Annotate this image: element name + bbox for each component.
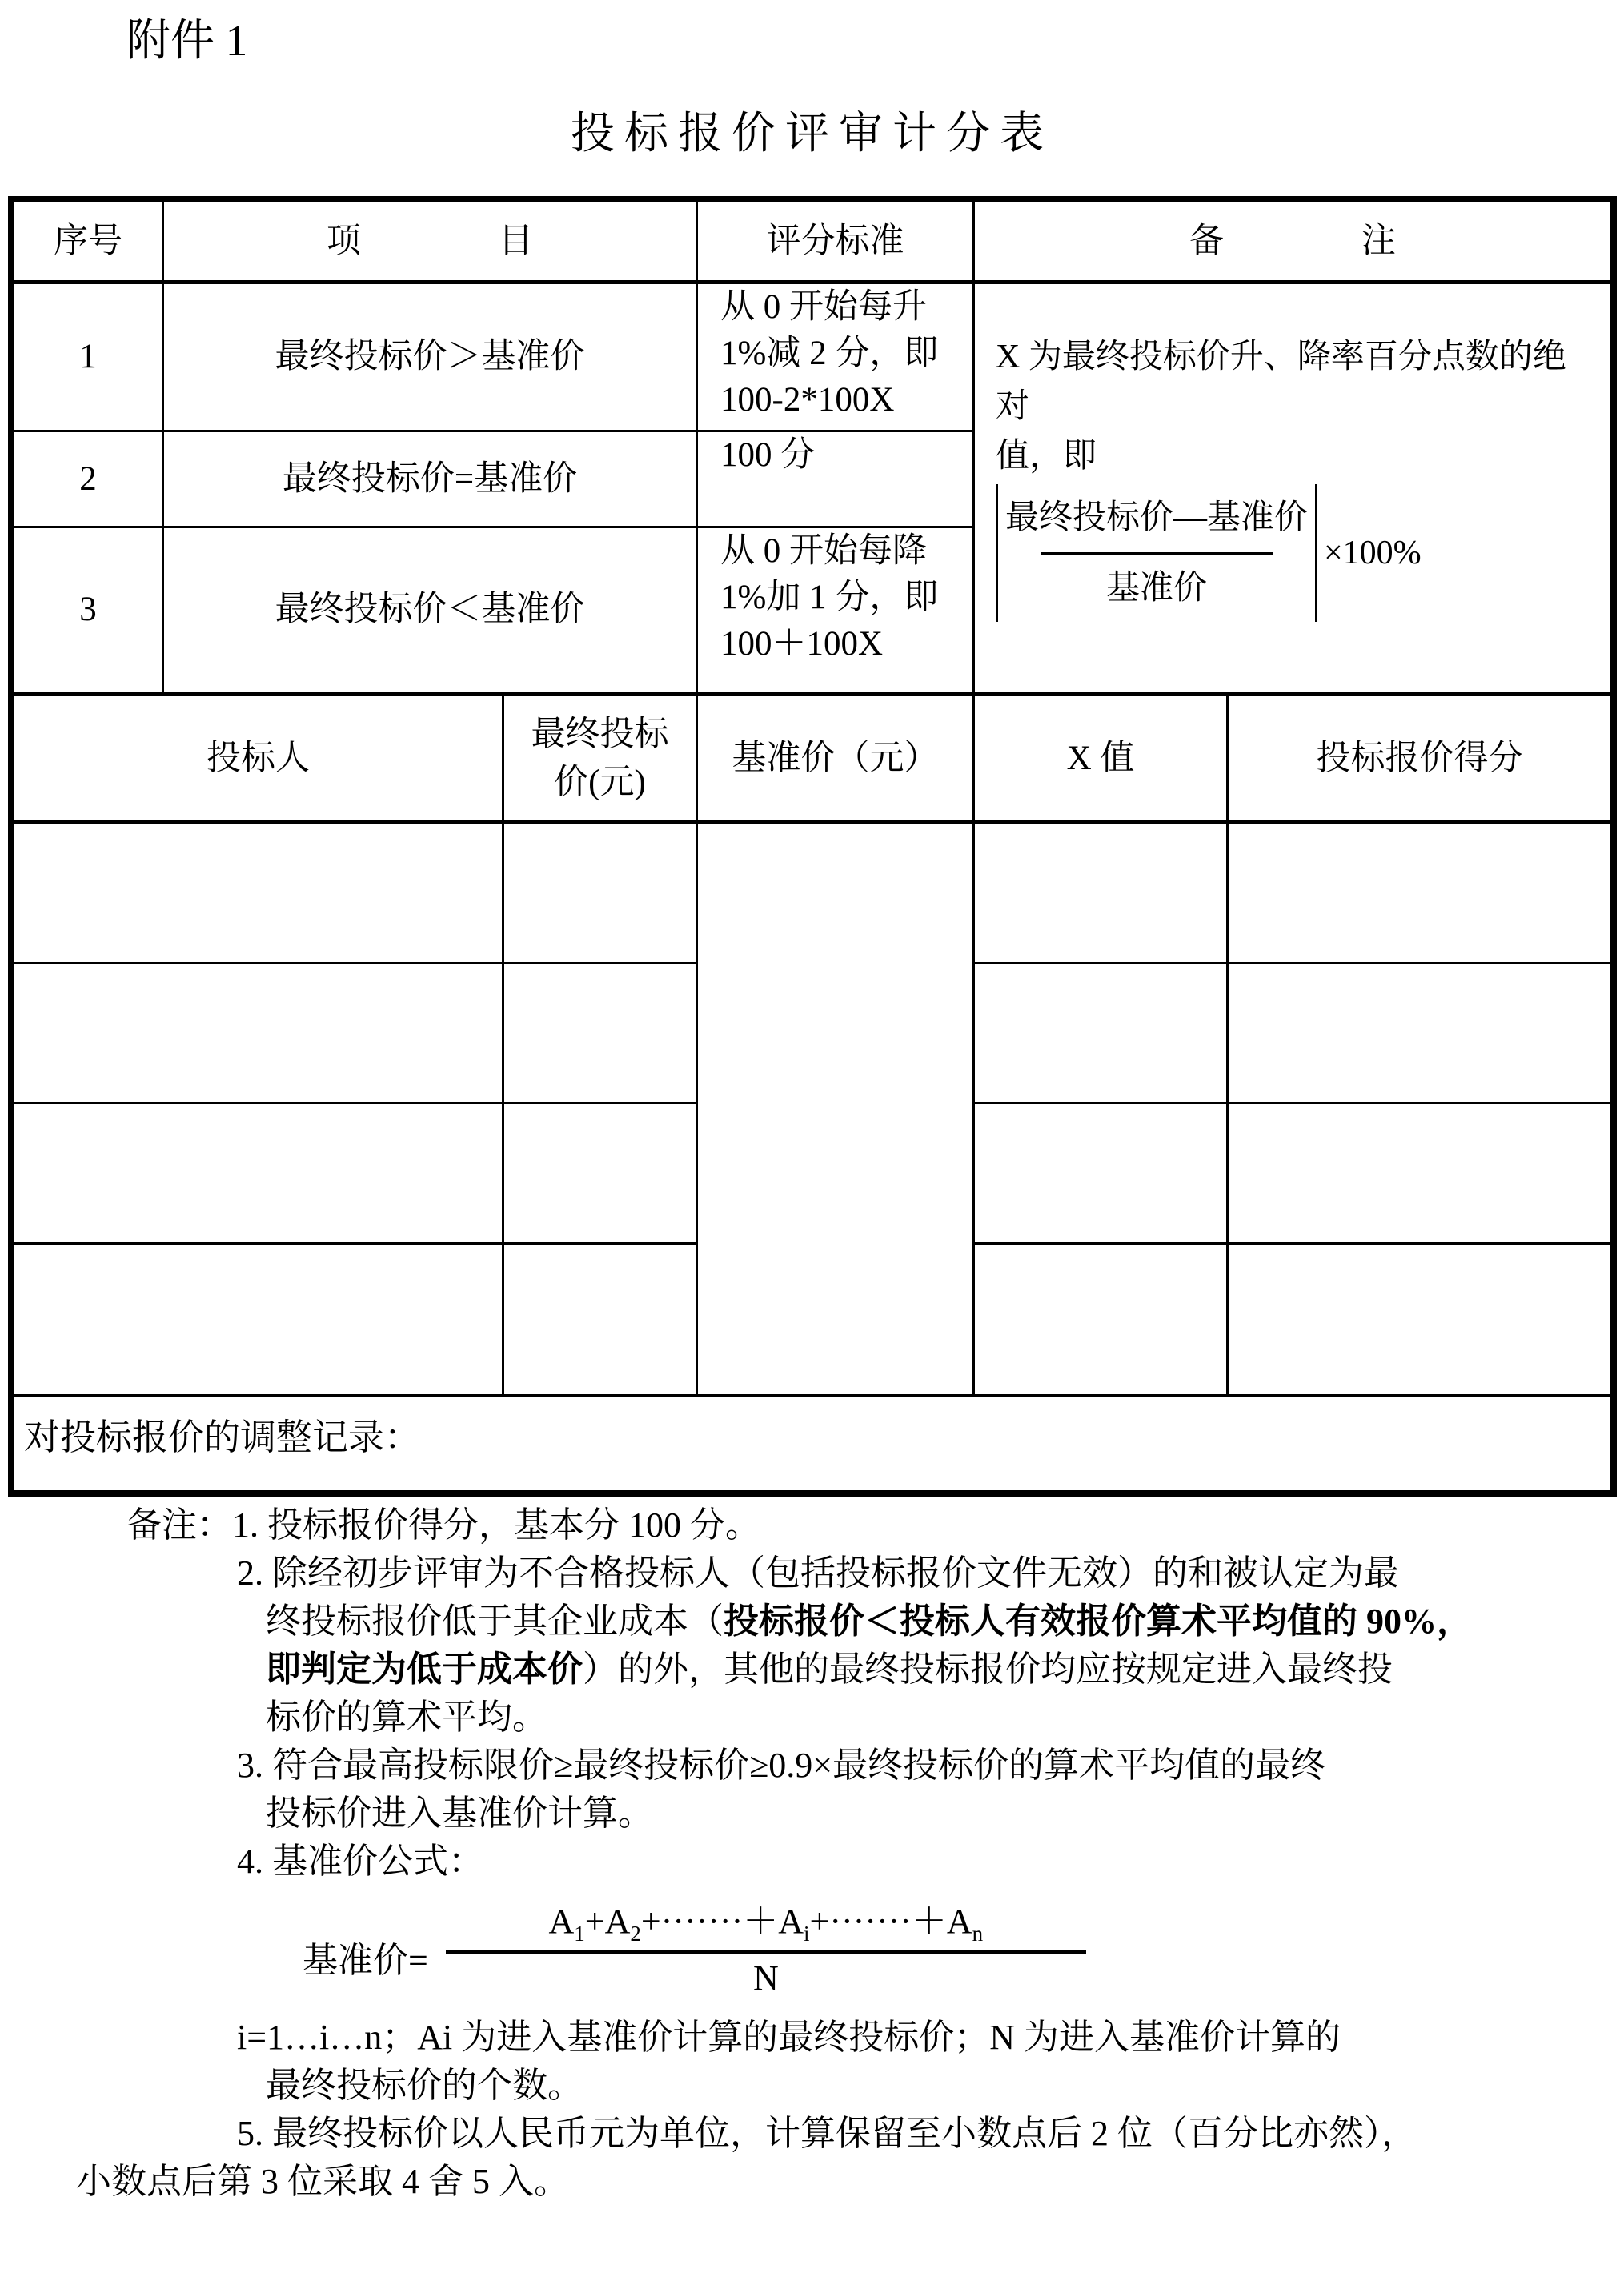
- criteria-line: 从 0 开始每升: [720, 288, 927, 326]
- item-cell: 最终投标价=基准价: [164, 432, 698, 528]
- empty-cell: [1229, 824, 1610, 964]
- header-final-price-line: 价(元): [554, 763, 646, 801]
- note-item-3-line-2: 投标价进入基准价计算。: [266, 1794, 653, 1833]
- score-table: [8, 196, 1617, 1497]
- criteria-cell: [698, 432, 975, 528]
- header-seq: 序号: [14, 202, 164, 284]
- note-item-4-line-2: i=1…i…n；Ai 为进入基准价计算的最终投标价；N 为进入基准价计算的: [237, 2018, 1341, 2057]
- empty-cell: [975, 1245, 1229, 1397]
- criteria-cell: [698, 528, 975, 696]
- criteria-line: 100 分: [720, 436, 816, 474]
- empty-cell: [14, 964, 504, 1104]
- page-title: 投标报价评审计分表: [570, 109, 1053, 158]
- criteria-line: 100＋100X: [720, 625, 884, 663]
- base-price-merged-cell: [698, 824, 975, 1397]
- empty-cell: [14, 1245, 504, 1397]
- header-x-value: X 值: [975, 696, 1229, 824]
- note-text-bold: 即判定为低于成本价: [266, 1650, 583, 1689]
- note-text-bold: 投标报价＜投标人有效报价算术平均值的 90%，: [724, 1601, 1472, 1641]
- criteria-line: 100-2*100X: [720, 381, 895, 419]
- header-final-price-line: 最终投标: [531, 715, 669, 753]
- bidders-section: [14, 696, 1610, 1490]
- note-item-2-line-4: 标价的算术平均。: [266, 1698, 547, 1737]
- formula-numerator: 最终投标价—基准价: [1004, 499, 1308, 536]
- x-value-formula: [996, 484, 1599, 622]
- note-text: 终投标报价低于其企业成本（: [266, 1601, 724, 1641]
- note-item-4-line-1: 4. 基准价公式：: [237, 1842, 483, 1881]
- seq-cell: 2: [14, 432, 164, 528]
- note-item-3-line-1: 3. 符合最高投标限价≥最终投标价≥0.9×最终投标价的算术平均值的最终: [237, 1746, 1326, 1785]
- item-cell: 最终投标价＜基准价: [164, 528, 698, 696]
- note-item-5-line-2: 小数点后第 3 位采取 4 舍 5 入。: [76, 2162, 569, 2201]
- header-bidder: 投标人: [14, 696, 504, 824]
- header-item: 项 目: [164, 202, 698, 284]
- note-text: ）的外，其他的最终投标报价均应按规定进入最终投: [583, 1650, 1393, 1689]
- item-cell: 最终投标价＞基准价: [164, 284, 698, 432]
- criteria-line: 从 0 开始每降: [720, 532, 927, 570]
- adjustment-record-row: 对投标报价的调整记录：: [24, 1417, 421, 1457]
- criteria-section: [14, 202, 1610, 696]
- abs-bar-right: [1315, 484, 1317, 622]
- empty-cell: [975, 824, 1229, 964]
- note-item-1: 备注：1. 投标报价得分，基本分 100 分。: [126, 1505, 760, 1545]
- base-price-formula: [0, 1886, 1624, 2014]
- empty-cell: [975, 964, 1229, 1104]
- formula-denominator: 基准价: [1105, 570, 1207, 607]
- criteria-line: 1%加 1 分，即: [720, 579, 939, 616]
- note-item-2-line-2: [0, 1597, 1624, 1646]
- seq-cell: 3: [14, 528, 164, 696]
- note-item-4-line-3: 最终投标价的个数。: [266, 2066, 583, 2105]
- empty-cell: [1229, 1245, 1610, 1397]
- empty-cell: [975, 1104, 1229, 1245]
- empty-cell: [504, 1104, 698, 1245]
- empty-cell: [504, 824, 698, 964]
- seq-cell: 1: [14, 284, 164, 432]
- header-criteria: 评分标准: [698, 202, 975, 284]
- header-remark: 备 注: [975, 202, 1610, 284]
- fraction-rule: [446, 1950, 1086, 1954]
- empty-cell: [14, 1104, 504, 1245]
- formula-denominator: N: [752, 1958, 779, 1998]
- notes-block: [0, 1501, 1624, 2206]
- fraction-rule: [1041, 552, 1273, 555]
- criteria-line: 1%减 2 分，即: [720, 335, 939, 372]
- attachment-label: 附件 1: [126, 16, 248, 65]
- criteria-cell: [698, 284, 975, 432]
- formula-label: 基准价=: [303, 1941, 428, 1980]
- formula-multiplier: ×100%: [1324, 535, 1422, 571]
- note-item-5-line-1: 5. 最终投标价以人民币元为单位，计算保留至小数点后 2 位（百分比亦然），: [237, 2114, 1417, 2153]
- empty-cell: [14, 824, 504, 964]
- remark-cell: [975, 284, 1610, 696]
- note-item-2-line-3: [0, 1646, 1624, 1694]
- header-score: 投标报价得分: [1229, 696, 1610, 824]
- header-final-price: [504, 696, 698, 824]
- empty-cell: [1229, 964, 1610, 1104]
- remark-text-line: 值，即: [996, 438, 1097, 475]
- header-base-price: 基准价（元）: [698, 696, 975, 824]
- formula-numerator: $A_1+A_2+\cdot\cdot\cdot\cdot\cdot\cdot\cdot+A_i+\cdot\cdot\cdot\cdot\cdot\cdot\cdot+A_n$: [548, 1901, 984, 1946]
- empty-cell: [1229, 1104, 1610, 1245]
- note-item-2-line-1: 2. 除经初步评审为不合格投标人（包括投标报价文件无效）的和被认定为最: [237, 1553, 1399, 1593]
- empty-cell: [504, 964, 698, 1104]
- remark-text-line: X 为最终投标价升、降率百分点数的绝对: [996, 339, 1566, 425]
- empty-cell: [504, 1245, 698, 1397]
